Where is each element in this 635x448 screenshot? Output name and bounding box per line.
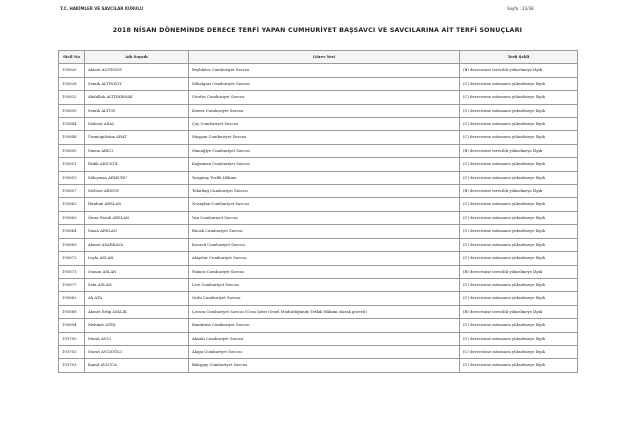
promotion-cell: (B) derecesine terecihli yükselmeye lâyık [460, 185, 578, 198]
table-row [59, 238, 578, 251]
duty-cell: Mihalgazi Cumhuriyet Savcısı [189, 77, 460, 90]
results-table [58, 50, 578, 373]
duty-cell: Bandırma Cumhuriyet Savcısı [189, 319, 460, 332]
table-header-row [59, 51, 578, 64]
name-cell: Ahmet Erlip ATALIK [85, 305, 189, 318]
column-header-sicil: Sicil No [59, 51, 85, 64]
table-row [59, 198, 578, 211]
duty-cell: Balışgay Cumhuriyet Savcısı [189, 359, 460, 372]
duty-cell: Manuğlye Cumhuriyet Savcısı [189, 144, 460, 157]
name-cell: İbrahim ARSLAN [85, 198, 189, 211]
sicil-cell: 193663 [59, 211, 85, 224]
table-row [59, 319, 578, 332]
sicil-cell: 193677 [59, 278, 85, 291]
sicil-cell: 193651 [59, 158, 85, 171]
promotion-cell: (C) derecesine müsmaen yükselmeye lâyık [460, 359, 578, 372]
table-row [59, 158, 578, 171]
duty-cell: Nusaybin Cumhuriyet Savcısı [189, 198, 460, 211]
promotion-cell: (C) derecesine müsmaen yükselmeye lâyık [460, 345, 578, 358]
name-cell: Murat AVCIOĞLU [85, 345, 189, 358]
duty-cell: Palmez Cumhuriyet Savcısı [189, 265, 460, 278]
table-row [59, 118, 578, 131]
promotion-cell: (B) derecesine terecihli yükselmeye lâyık [460, 144, 578, 157]
sicil-cell: 193628 [59, 77, 85, 90]
duty-cell: Kemer Cumhuriyet Savcısı [189, 104, 460, 117]
promotion-cell: (C) derecesine müsmaen yükselmeye lâyık [460, 118, 578, 131]
duty-cell: Gördes Cumhuriyet Savcısı [189, 91, 460, 104]
page-number: Sayfa : 22/38 [507, 6, 534, 11]
name-cell: Ahmet ASARKAYA [85, 238, 189, 251]
duty-cell: Bucak Cumhuriyet Savcısı [189, 225, 460, 238]
sicil-cell: 193620 [59, 64, 85, 77]
promotion-cell: (C) derecesine müsmaen yükselmeye lâyık [460, 238, 578, 251]
duty-cell: Tekirdağ Cumhuriyet Savcısı [189, 185, 460, 198]
sicil-cell: 193653 [59, 171, 85, 184]
duty-cell: Muşgan Cumhuriyet Savcısı [189, 131, 460, 144]
sicil-cell: 193650 [59, 144, 85, 157]
name-cell: Fadik ARICIGİL [85, 158, 189, 171]
name-cell: Kamil AVLUCA [85, 359, 189, 372]
sicil-cell: 193673 [59, 265, 85, 278]
sicil-cell: 193703 [59, 359, 85, 372]
duty-cell: Kocaeli Cumhuriyet Savcısı [189, 238, 460, 251]
name-cell: Sinan ARSLAN [85, 225, 189, 238]
sicil-cell: 193662 [59, 198, 85, 211]
promotion-cell: (C) derecesine müsmaen yükselmeye lâyık [460, 91, 578, 104]
name-cell: Mehmet ATEŞ [85, 319, 189, 332]
name-cell: Sinem ARICI [85, 144, 189, 157]
table-row [59, 211, 578, 224]
org-name: T.C. HAKİMLER VE SAVCILAR KURULU [60, 6, 144, 11]
name-cell: Ömer Faruk ARSLAN [85, 211, 189, 224]
table-row [59, 305, 578, 318]
table-row [59, 185, 578, 198]
table-row [59, 225, 578, 238]
promotion-cell: (B) derecesine terecihli yükselmeye lâyık [460, 265, 578, 278]
name-cell: Semih ALTINSOY [85, 77, 189, 90]
promotion-cell: (C) derecesine müsmaen yükselmeye lâyık [460, 225, 578, 238]
name-cell: Sefa ASLAN [85, 278, 189, 291]
duty-cell: Alaşehir Cumhuriyet Savcısı [189, 252, 460, 265]
sicil-cell: 193644 [59, 118, 85, 131]
name-cell: Ali ATA [85, 292, 189, 305]
sicil-cell: 193682 [59, 292, 85, 305]
sicil-cell: 193700 [59, 332, 85, 345]
promotion-cell: (C) derecesine müsmaen yükselmeye lâyık [460, 211, 578, 224]
table-row [59, 64, 578, 77]
name-cell: Ümmügülsüm ARAT [85, 131, 189, 144]
promotion-cell: (C) derecesine müsmaen yükselmeye lâyık [460, 292, 578, 305]
sicil-cell: 193664 [59, 225, 85, 238]
name-cell: Leyla ASLAN [85, 252, 189, 265]
name-cell: Murat AVCI [85, 332, 189, 345]
name-cell: Mahsut ARAL [85, 118, 189, 131]
duty-cell: Van Cumhuriyet Savcısı [189, 211, 460, 224]
duty-cell: Çorum Cumhuriyet Savcısı (Ceza İşleri Genel Müdürlüğünde Tetkik Hâkimi olarak görevli) [189, 305, 460, 318]
table-row [59, 91, 578, 104]
name-cell: Süleyman ARIKURU [85, 171, 189, 184]
sicil-cell: 193669 [59, 238, 85, 251]
table-row [59, 252, 578, 265]
promotion-cell: (B) derecesine terecihli yükselmeye lâyık [460, 64, 578, 77]
name-cell: Ahmet ALTINSOY [85, 64, 189, 77]
duty-cell: Lice Cumhuriyet Savcısı [189, 278, 460, 291]
promotion-cell: (B) derecesine terecihli yükselmeye lâyık [460, 305, 578, 318]
table-row [59, 265, 578, 278]
duty-cell: Yozgatay Terfik Hâkimi [189, 171, 460, 184]
sicil-cell: 193702 [59, 345, 85, 358]
promotion-cell: (C) derecesine müsmaen yükselmeye lâyık [460, 104, 578, 117]
duty-cell: Kağızman Cumhuriyet Savcısı [189, 158, 460, 171]
table-body [59, 64, 578, 372]
promotion-cell: (C) derecesine müsmaen yükselmeye lâyık [460, 319, 578, 332]
name-cell: Abdullah ALTIPARMAK [85, 91, 189, 104]
promotion-cell: (C) derecesine müsmaen yükselmeye lâyık [460, 278, 578, 291]
promotion-cell: (C) derecesine müsmaen yükselmeye lâyık [460, 332, 578, 345]
promotion-cell: (C) derecesine müsmaen yükselmeye lâyık [460, 198, 578, 211]
duty-cell: Çay Cumhuriyet Savcısı [189, 118, 460, 131]
sicil-cell: 193632 [59, 91, 85, 104]
document-title: 2018 NİSAN DÖNEMİNDE DERECE TERFİ YAPAN CUMHURİYET BAŞSAVCI VE SAVCILARINA AİT TERFİ SONUÇLARI [112, 27, 523, 34]
table-row [59, 292, 578, 305]
table-row [59, 104, 578, 117]
sicil-cell: 193639 [59, 104, 85, 117]
column-header-gorev: Görev Yeri [189, 51, 460, 64]
table-row [59, 332, 578, 345]
promotion-cell: (C) derecesine müsmaen yükselmeye lâyık [460, 171, 578, 184]
table-row [59, 278, 578, 291]
duty-cell: Ordu Cumhuriyet Savcısı [189, 292, 460, 305]
promotion-cell: (C) derecesine müsmaen yükselmeye lâyık [460, 158, 578, 171]
sicil-cell: 193646 [59, 131, 85, 144]
promotion-cell: (C) derecesine müsmaen yükselmeye lâyık [460, 131, 578, 144]
duty-cell: Alapıi Cumhuriyet Savcısı [189, 345, 460, 358]
promotion-cell: (C) derecesine müsmaen yükselmeye lâyık [460, 252, 578, 265]
table-row [59, 345, 578, 358]
duty-cell: Beyliköva Cumhuriyet Savcısı [189, 64, 460, 77]
sicil-cell: 193688 [59, 305, 85, 318]
table-row [59, 144, 578, 157]
duty-cell: Aksaki Cumhuriyet Savcısı [189, 332, 460, 345]
name-cell: Osman ASLAN [85, 265, 189, 278]
table-row [59, 359, 578, 372]
name-cell: Semih ALTUN [85, 104, 189, 117]
sicil-cell: 193672 [59, 252, 85, 265]
column-header-terfi: Terfi Şekli [460, 51, 578, 64]
name-cell: Meltem ARISOY [85, 185, 189, 198]
sicil-cell: 193657 [59, 185, 85, 198]
table-row [59, 171, 578, 184]
promotion-cell: (C) derecesine müsmaen yükselmeye lâyık [460, 77, 578, 90]
table-row [59, 131, 578, 144]
table-row [59, 77, 578, 90]
sicil-cell: 193694 [59, 319, 85, 332]
column-header-ad: Adı Soyadı [85, 51, 189, 64]
